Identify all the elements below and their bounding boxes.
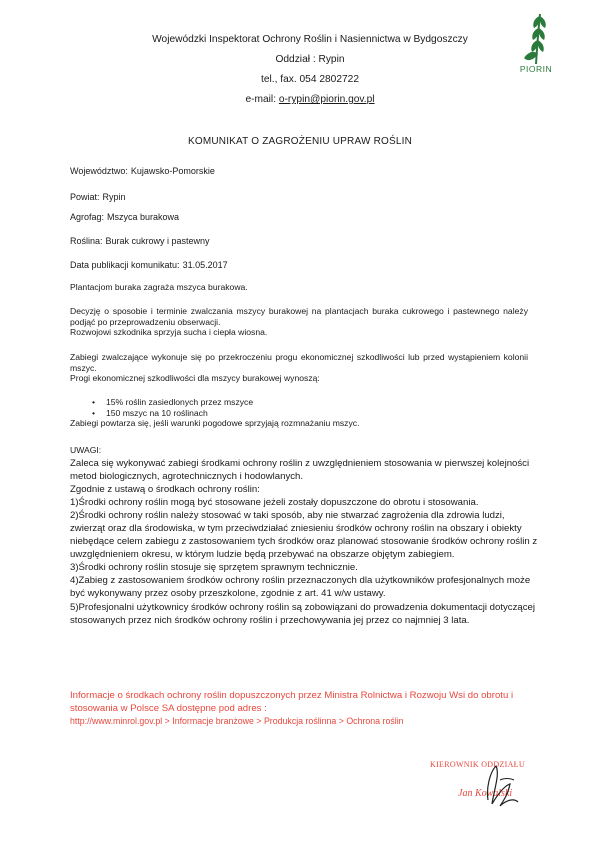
decision-paragraph bbox=[70, 306, 528, 338]
intro-paragraph bbox=[70, 282, 528, 293]
signature-stamp bbox=[430, 760, 560, 820]
email-link[interactable]: o-rypin@piorin.gov.pl bbox=[278, 94, 375, 105]
piorin-logo bbox=[506, 8, 566, 80]
decision-text: Decyzję o sposobie i terminie zwalczania mszycy burakowej na plantacjach buraka cukrowego i pastewnego należy podjąć po przeprowadzeniu obserwacji. bbox=[70, 306, 528, 327]
decision-text-2: Rozwojowi szkodnika sprzyja sucha i ciepła wiosna. bbox=[70, 327, 268, 337]
field-pest bbox=[70, 212, 179, 222]
logo-text: PIORIN bbox=[519, 64, 553, 74]
field-county bbox=[70, 192, 126, 202]
field-voivodeship bbox=[70, 166, 215, 176]
email-label: e-mail: bbox=[245, 94, 277, 105]
threshold-item: • 15% roślin zasiedlonych przez mszyce bbox=[92, 397, 528, 408]
remark-paragraph: 3)Środki ochrony roślin stosuje się sprzętem sprawnym technicznie. bbox=[70, 562, 358, 574]
field-label: Agrofag: bbox=[70, 212, 105, 222]
remark-paragraph: 4)Zabieg z zastosowaniem środków ochrony roślin przeznaczonych dla użytkowników profesjonalnych może być wykonywany przez osoby przeszkolone, zgodnie z art. 41 w/w ustawy. bbox=[70, 575, 531, 600]
field-value: 31.05.2017 bbox=[182, 260, 228, 270]
field-label: Roślina: bbox=[70, 236, 103, 246]
field-plant bbox=[70, 236, 210, 246]
intro-text: Plantacjom buraka zagraża mszyca burakowa. bbox=[70, 282, 248, 292]
wheat-icon bbox=[516, 8, 556, 66]
registry-info bbox=[70, 689, 545, 728]
branch-name: Oddział : Rypin bbox=[275, 54, 345, 65]
treatment-text: Zabiegi zwalczające wykonuje się po przekroczeniu progu ekonomicznej szkodliwości lub przed wystąpieniem kolonii mszyc. bbox=[70, 352, 528, 373]
remark-paragraph: 1)Środki ochrony roślin mogą być stosowane jeżeli zostały dopuszczone do obrotu i stosowania. bbox=[70, 497, 479, 509]
field-value: Kujawsko-Pomorskie bbox=[130, 166, 215, 176]
letterhead bbox=[100, 30, 520, 110]
document-title: KOMUNIKAT O ZAGROŻENIU UPRAW ROŚLIN bbox=[187, 136, 413, 147]
inspectorate-name: Wojewódzki Inspektorat Ochrony Roślin i Nasiennictwa w Bydgoszczy bbox=[152, 34, 468, 45]
remark-paragraph: Zaleca się wykonywać zabiegi środkami ochrony roślin z uwzględnieniem stosowania w pierwszej kolejności metod biologicznych, agrotechnicznych i hodowlanych. bbox=[70, 458, 530, 483]
repeat-text: Zabiegi powtarza się, jeśli warunki pogodowe sprzyjają rozmnażaniu mszyc. bbox=[70, 418, 360, 428]
remark-paragraph: 2)Środki ochrony roślin należy stosować w taki sposób, aby nie stwarzać zagrożenia dla zdrowia ludzi, zwierząt oraz dla środowiska, w tym przeciwdziałać zniesieniu środków ochrony roślin na obszary i obiekty niebędące celem zabiegu z zastosowaniem tych środków oraz planować stosowanie środków ochrony roślin z uwzględnieniem okresu, w którym ludzie będą przebywać na obszarze objętym zabiegiem. bbox=[70, 510, 538, 561]
remarks-section bbox=[70, 457, 540, 627]
field-publication-date bbox=[70, 260, 228, 270]
thresholds-block bbox=[70, 397, 528, 429]
field-label: Powiat: bbox=[70, 192, 100, 202]
phone-fax: tel., fax. 054 2802722 bbox=[261, 74, 359, 85]
remarks-label: UWAGI: bbox=[70, 445, 102, 455]
registry-info-text: Informacje o środkach ochrony roślin dopuszczonych przez Ministra Rolnictwa i Rozwoju Wsi do obrotu i stosowania w Polsce SA dostępne pod adres : bbox=[70, 690, 514, 714]
remark-paragraph: Zgodnie z ustawą o środkach ochrony roślin: bbox=[70, 484, 260, 496]
thresholds-list bbox=[70, 397, 528, 418]
email-line bbox=[100, 90, 520, 110]
field-label: Data publikacji komunikatu: bbox=[70, 260, 180, 270]
handwritten-signature bbox=[430, 760, 560, 820]
registry-link[interactable]: http://www.minrol.gov.pl > Informacje branżowe > Produkcja roślinna > Ochrona roślin bbox=[70, 716, 404, 726]
threshold-item: • 150 mszyc na 10 roślinach bbox=[92, 408, 528, 419]
stamp-title: KIEROWNIK ODDZIAŁU bbox=[430, 760, 525, 769]
field-value: Mszyca burakowa bbox=[107, 212, 180, 222]
field-label: Województwo: bbox=[70, 166, 128, 176]
field-value: Burak cukrowy i pastewny bbox=[105, 236, 210, 246]
treatment-paragraph bbox=[70, 352, 528, 384]
stamp-name: Jan Kowalski bbox=[458, 788, 513, 799]
remark-paragraph: 5)Profesjonalni użytkownicy środków ochrony roślin są zobowiązani do prowadzenia dokumentacji dotyczącej stosowanych przez nich środków ochrony roślin i przechowywania jej przez co najmniej 3 lata. bbox=[70, 601, 536, 626]
thresholds-intro: Progi ekonomicznej szkodliwości dla mszycy burakowej wynoszą: bbox=[70, 373, 320, 383]
field-value: Rypin bbox=[102, 192, 126, 202]
